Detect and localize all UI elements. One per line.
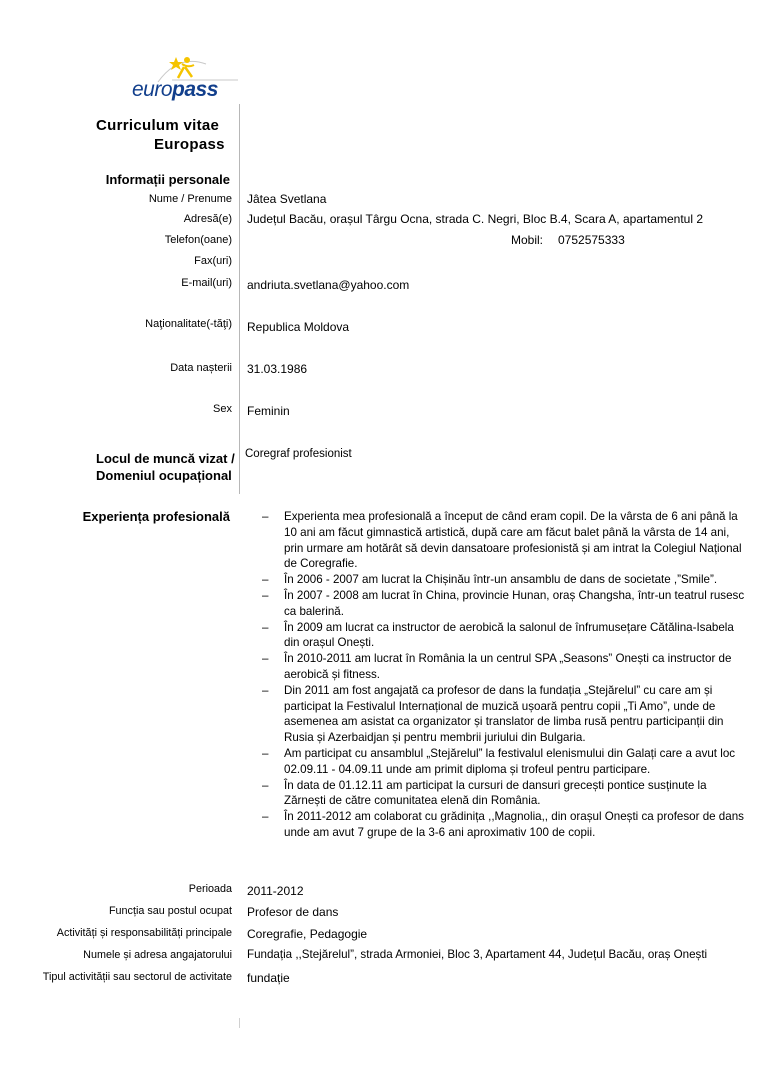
target-job-label-line2: Domeniul ocupațional xyxy=(96,468,232,483)
fax-label: Fax(uri) xyxy=(194,255,232,267)
name-label: Nume / Prenume xyxy=(148,193,232,205)
list-item: – În 2007 - 2008 am lucrat în China, provincie Hunan, oraș Changsha, într-un teatrul rusesc ca balerină. xyxy=(262,588,745,618)
birthdate-value: 31.03.1986 xyxy=(247,362,308,376)
cv-subtitle: Europass xyxy=(154,136,225,153)
list-item: – Experienta mea profesională a început de când eram copil. De la vârsta de 6 ani până la 10 ani am făcut gimnastică artistică, după care am făcut balet până la vârsta de 14 ani, prin urmare am hotărât să devin dansatoare profesionistă și am intrat la Colegiul Național de Coregrafie. xyxy=(262,510,742,571)
target-job-label-line1: Locul de muncă vizat / xyxy=(96,451,235,466)
position-label: Funcția sau postul ocupat xyxy=(108,905,232,917)
list-item: – În data de 01.12.11 am participat la cursuri de dansuri grecești pontice susținute la Zărnești de către comunitatea elenă din România. xyxy=(262,778,707,808)
sex-value: Feminin xyxy=(247,404,290,418)
phone-label: Telefon(oane) xyxy=(164,234,232,246)
experience-heading: Experiența profesională xyxy=(82,509,230,524)
cv-title: Curriculum vitae xyxy=(96,117,220,134)
logo-prefix: euro xyxy=(132,78,173,101)
email-value[interactable]: andriuta.svetlana@yahoo.com xyxy=(247,278,410,292)
list-item: – În 2009 am lucrat ca instructor de aerobică la salonul de înfrumusețare Cătălina-Isabela din orașul Onești. xyxy=(262,620,734,650)
email-label: E-mail(uri) xyxy=(181,277,232,289)
list-item: – În 2010-2011 am lucrat în România la un centrul SPA „Seasons” Onești ca instructor de aerobică și fitness. xyxy=(262,652,732,681)
list-item: – Am participat cu ansamblul „Stejărelul” la festivalul elenismului din Galați care a avut loc 02.09.11 - 04.09.11 unde am primit diploma și trofeul pentru participare. xyxy=(262,746,736,776)
list-item: – Din 2011 am fost angajată ca profesor de dans la fundația „Stejărelul” cu care am și participat la Festivalul Internațional de muzică ușoară pentru copii „Ti Amo”, unde de asemenea am asistat ca organizator și translator de limba rusă pentru participanții din Rusia și Azerbaidjan și pentru membrii juriului din Bulgaria. xyxy=(262,683,724,745)
column-divider-bottom xyxy=(239,1018,240,1028)
experience-list xyxy=(256,509,746,841)
address-value: Județul Bacău, orașul Târgu Ocna, strada C. Negri, Bloc B.4, Scara A, apartamentul 2 xyxy=(247,212,704,226)
sector-value: fundație xyxy=(247,971,290,985)
employer-value: Fundația ,,Stejărelul”, strada Armoniei, Bloc 3, Apartament 44, Județul Bacău, oraș Onești xyxy=(247,948,708,961)
personal-info-heading: Informații personale xyxy=(105,172,230,187)
target-job-label xyxy=(96,450,235,484)
europass-wordmark xyxy=(132,78,218,102)
list-item: – În 2006 - 2007 am lucrat la Chișinău într-un ansamblu de dans de societate ,”Smile”. xyxy=(262,573,718,587)
activities-value: Coregrafie, Pedagogie xyxy=(247,927,368,941)
target-job-value: Coregraf profesionist xyxy=(245,448,352,460)
position-value: Profesor de dans xyxy=(247,905,339,919)
nationality-label: Naţionalitate(-tăţi) xyxy=(145,318,232,330)
mobile-label: Mobil: xyxy=(511,233,544,247)
sex-label: Sex xyxy=(213,403,232,415)
employer-label: Numele și adresa angajatorului xyxy=(83,949,232,961)
mobile-value: 0752575333 xyxy=(558,233,625,247)
list-item: – În 2011-2012 am colaborat cu grădinița ,,Magnolia,, din orașul Onești ca profesor de dans unde am avut 7 grupe de la 3-6 ani aproximativ 100 de copii. xyxy=(262,810,744,839)
column-divider xyxy=(239,104,240,494)
logo-suffix: pass xyxy=(172,78,218,101)
sector-label: Tipul activității sau sectorul de activitate xyxy=(42,971,232,983)
birthdate-label: Data nașterii xyxy=(170,362,232,374)
activities-label: Activități și responsabilități principale xyxy=(56,927,232,939)
period-value: 2011-2012 xyxy=(247,884,304,898)
address-label: Adresă(e) xyxy=(183,213,232,225)
period-label: Perioada xyxy=(188,883,232,895)
nationality-value: Republica Moldova xyxy=(247,320,350,334)
name-value: Jâtea Svetlana xyxy=(247,192,327,206)
